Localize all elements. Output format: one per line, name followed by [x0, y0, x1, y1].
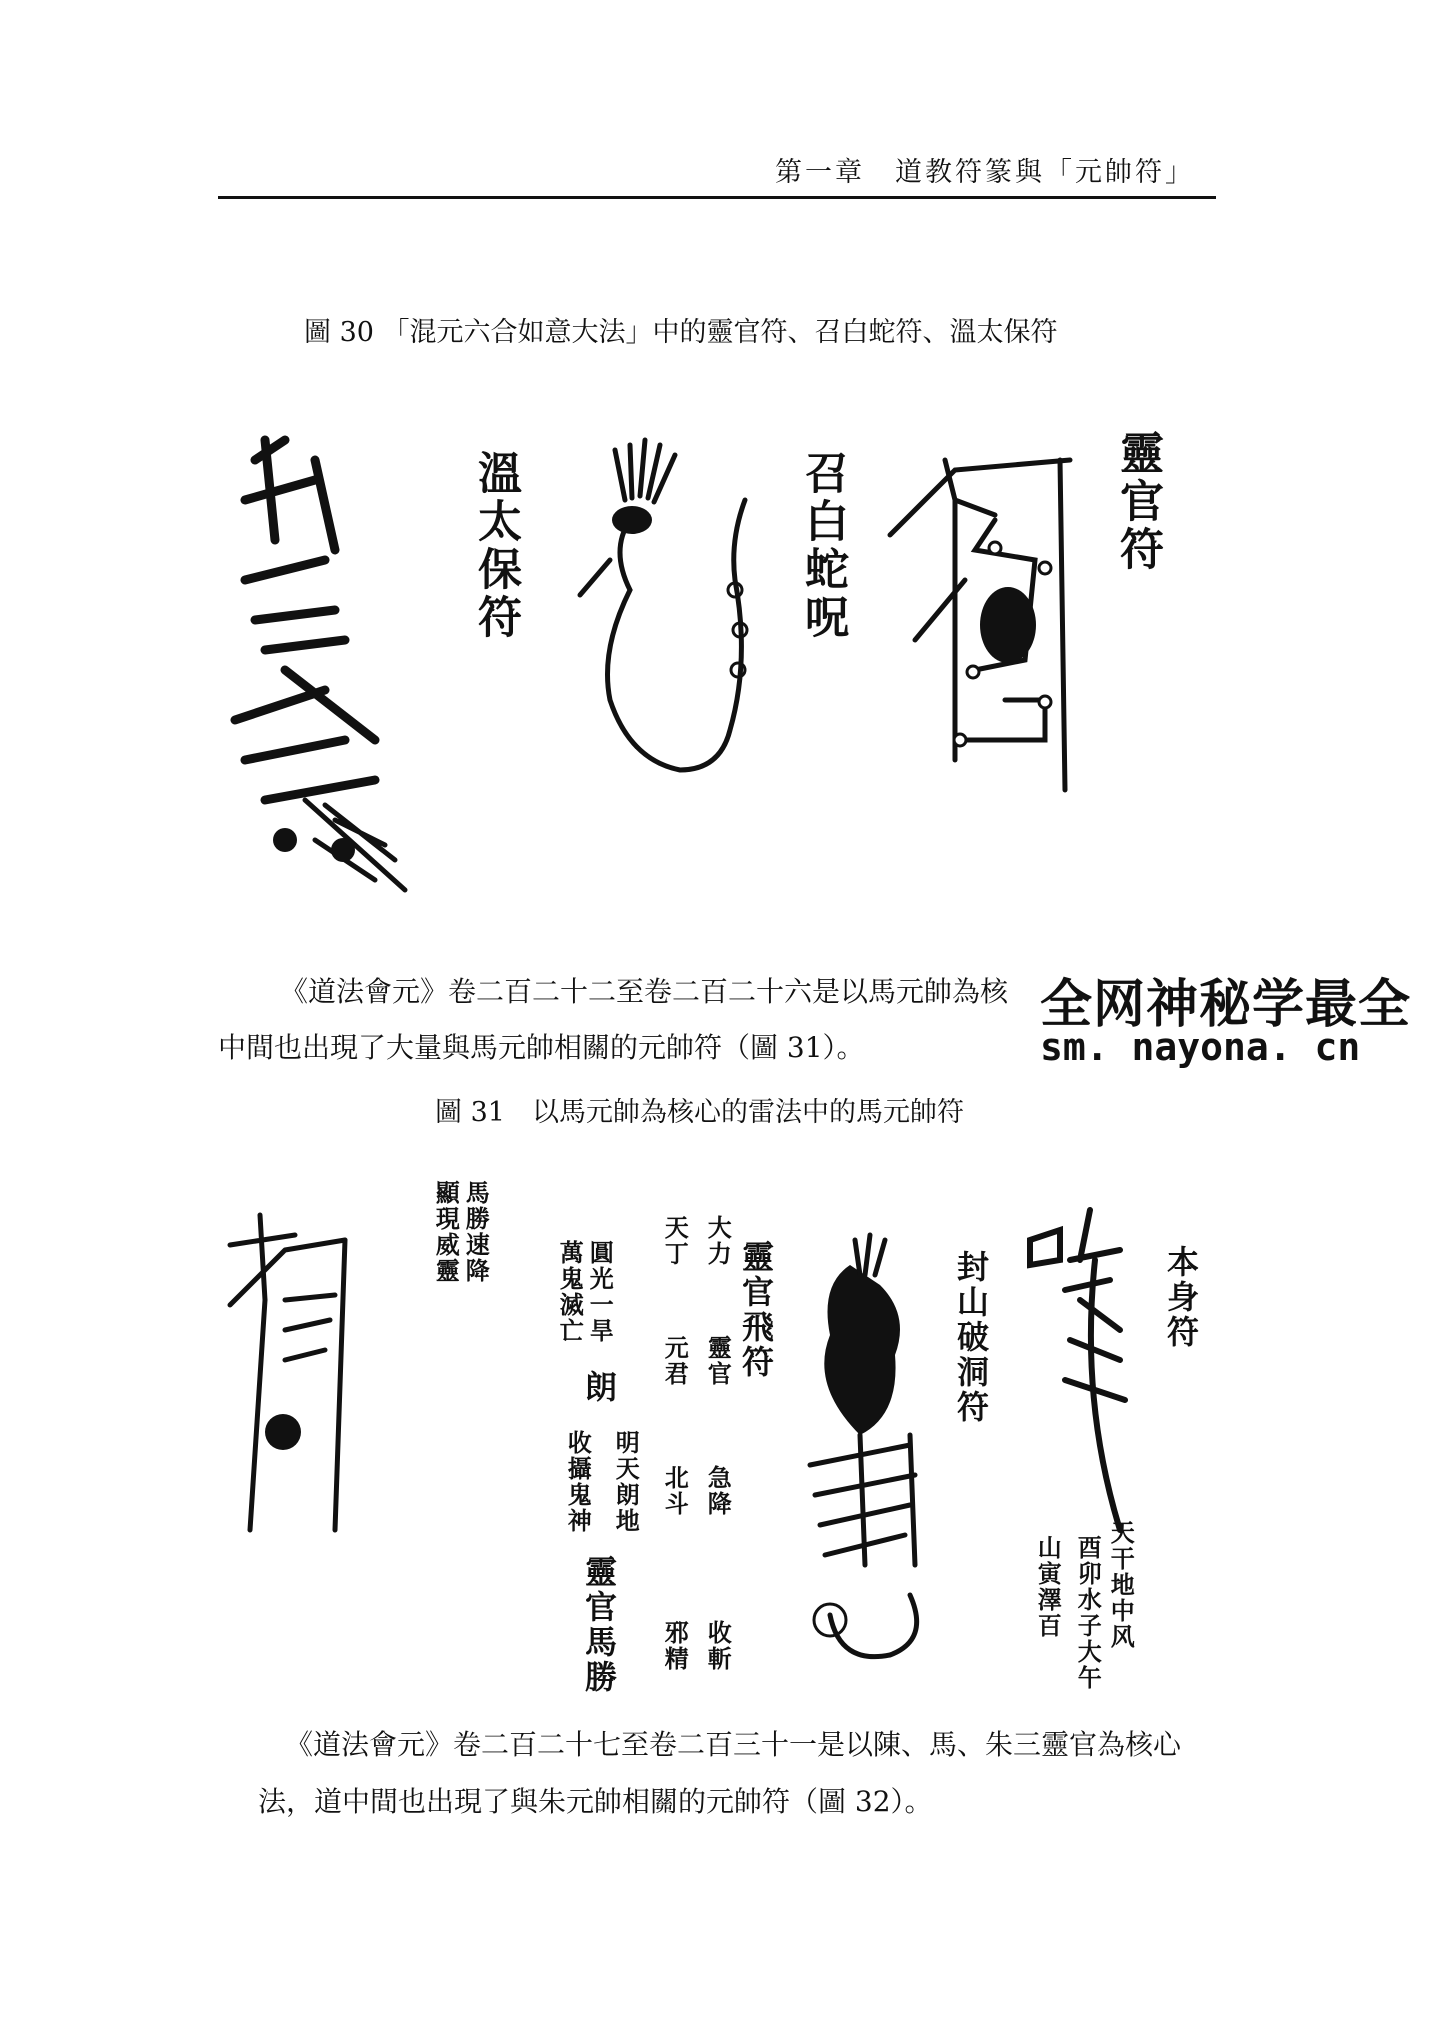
paragraph1-line1: 《道法會元》卷二百二十二至卷二百二十六是以馬元帥為核 — [280, 975, 1009, 1008]
paragraph1-line2: 中間也出現了大量與馬元帥相關的元帥符（圖 31）。 — [218, 1031, 865, 1064]
label-lang: 朗 — [580, 1370, 618, 1405]
label-xiejing: 邪精 — [660, 1620, 690, 1672]
label-lingguan-small: 靈官 — [703, 1335, 733, 1387]
label-youmao: 酉卯水子大午 — [1073, 1535, 1103, 1691]
label-dali: 大力 — [703, 1215, 733, 1267]
label-shouzhan: 收攝鬼神 — [563, 1430, 593, 1534]
label-mingtian: 明天朗地 — [611, 1430, 641, 1534]
label-shouzhan2: 收斬 — [703, 1620, 733, 1672]
watermark-title: 全网神秘学最全 — [1040, 975, 1412, 1035]
wentaibao-talisman — [225, 420, 425, 900]
paragraph2-line2: 法，道中間也出現了與朱元帥相關的元帥符（圖 32）。 — [258, 1785, 933, 1818]
label-shanyin: 山寅澤百 — [1033, 1535, 1063, 1639]
figure31-caption: 圖 31 以馬元帥為核心的雷法中的馬元帥符 — [435, 1097, 964, 1128]
header-rule — [218, 196, 1216, 199]
ma-yuanshuai-talisman-left — [225, 1210, 355, 1540]
label-lingguan-fu: 靈官符 — [1112, 430, 1163, 574]
label-snake-spell: 召白蛇呪 — [797, 450, 848, 642]
label-fengshan-fu: 封山破洞符 — [952, 1250, 990, 1425]
label-benshen-fu: 本身符 — [1162, 1245, 1200, 1350]
label-wentaibao-fu: 溫太保符 — [470, 450, 521, 642]
label-beidou: 北斗 — [660, 1465, 690, 1517]
label-jijiang: 急降 — [703, 1465, 733, 1517]
label-tiangan: 天干地中风 — [1106, 1520, 1136, 1650]
label-lingguan-fei-fu: 靈官飛符 — [737, 1240, 775, 1380]
label-yuanjun: 元君 — [660, 1335, 690, 1387]
lingguan-talisman — [885, 440, 1085, 800]
chapter-header: 第一章 道教符篆與「元帥符」 — [775, 157, 1195, 188]
label-lingguan-ma: 靈官馬勝 — [580, 1555, 618, 1695]
ma-yuanshuai-talisman-center — [800, 1235, 940, 1675]
label-wangui: 萬鬼滅亡 — [555, 1240, 585, 1344]
benshen-talisman — [1020, 1200, 1130, 1540]
label-ma-sheng: 馬勝速降 — [461, 1180, 491, 1284]
paragraph2-line1: 《道法會元》卷二百二十七至卷二百三十一是以陳、馬、朱三靈官為核心 — [285, 1728, 1182, 1761]
label-xian-wei: 顯現威靈 — [431, 1180, 461, 1284]
figure30-caption: 圖 30 「混元六合如意大法」中的靈官符、召白蛇符、溫太保符 — [304, 317, 1058, 348]
label-yuanguang: 圓光一旱 — [585, 1240, 615, 1344]
watermark-url: sm. nayona. cn — [1040, 1025, 1361, 1069]
white-snake-talisman — [570, 430, 770, 790]
label-tianding: 天丁 — [660, 1215, 690, 1267]
